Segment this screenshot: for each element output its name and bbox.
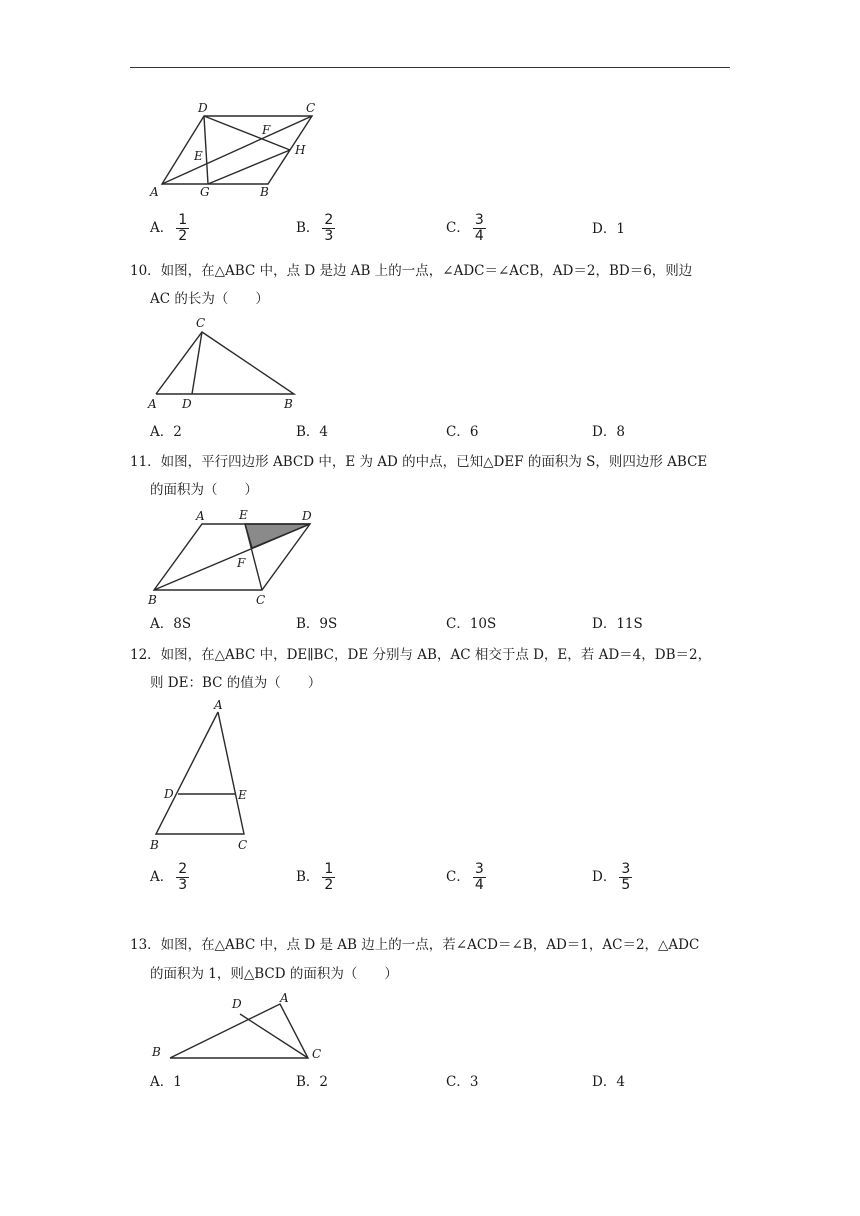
q12-option-c[interactable]: C． $\frac{3}{4}$: [446, 861, 484, 893]
q13-label-C: C: [312, 1047, 322, 1061]
q11-option-c[interactable]: C．10S: [446, 616, 497, 632]
q13-text-line2: 的面积为 1，则△BCD 的面积为（ ）: [150, 966, 398, 982]
q9-label-G: G: [200, 185, 210, 199]
q9-option-d[interactable]: D．1: [592, 221, 625, 237]
q12-label-D: D: [164, 787, 174, 801]
q9-label-H: H: [295, 143, 306, 157]
q10-option-d[interactable]: D．8: [592, 424, 625, 440]
q9-label-C: C: [306, 101, 316, 115]
q12-label-B: B: [150, 838, 159, 852]
q9-option-c[interactable]: C． $\frac{3}{4}$: [446, 212, 484, 244]
q13-option-a[interactable]: A．1: [150, 1074, 182, 1090]
q9-label-A: A: [150, 185, 159, 199]
q12-option-a-fraction: $\frac{2}{3}$: [178, 861, 188, 893]
q10-option-b[interactable]: B．4: [296, 424, 329, 440]
q11-option-d[interactable]: D．11S: [592, 616, 643, 632]
q9-label-F: F: [262, 123, 271, 137]
q9-option-c-fraction: $\frac{3}{4}$: [474, 212, 484, 244]
q11-figure: [140, 506, 330, 610]
q12-text-line2: 则 DE：BC 的值为（ ）: [150, 675, 322, 691]
q13-label-D: D: [232, 997, 242, 1011]
q12-figure: [140, 698, 270, 858]
q12-option-d[interactable]: D． $\frac{3}{5}$: [592, 861, 631, 893]
q10-label-B: B: [284, 397, 293, 411]
q10-label-C: C: [196, 316, 206, 330]
q12-option-b-fraction: $\frac{1}{2}$: [324, 861, 334, 893]
q12-label-A: A: [214, 698, 223, 712]
q9-option-b[interactable]: B． $\frac{2}{3}$: [296, 212, 334, 244]
q10-option-c[interactable]: C．6: [446, 424, 479, 440]
q9-option-b-fraction: $\frac{2}{3}$: [324, 212, 334, 244]
q11-text-line2: 的面积为（ ）: [150, 482, 258, 498]
q12-text-line1: 12．如图，在△ABC 中，DE∥BC，DE 分别与 AB，AC 相交于点 D，E，若 AD＝4，DB＝2，: [130, 647, 712, 663]
q13-option-b[interactable]: B．2: [296, 1074, 329, 1090]
q11-label-C: C: [256, 593, 266, 607]
q11-label-B: B: [148, 593, 157, 607]
q12-option-c-fraction: $\frac{3}{4}$: [474, 861, 484, 893]
q10-label-A: A: [148, 397, 157, 411]
q12-option-a[interactable]: A． $\frac{2}{3}$: [150, 861, 188, 893]
q13-text-line1: 13．如图，在△ABC 中，点 D 是 AB 边上的一点，若∠ACD＝∠B，AD＝1，AC＝2，△ADC: [130, 937, 700, 953]
header-rule: [130, 67, 730, 68]
q9-option-a-fraction: $\frac{1}{2}$: [178, 212, 188, 244]
q11-label-D: D: [302, 509, 312, 523]
q9-option-a[interactable]: A． $\frac{1}{2}$: [150, 212, 188, 244]
q9-label-D: D: [198, 101, 208, 115]
q9-figure: [140, 98, 340, 203]
q13-figure: [140, 990, 340, 1070]
q13-option-d[interactable]: D．4: [592, 1074, 625, 1090]
q9-label-E: E: [194, 149, 203, 163]
q13-label-B: B: [152, 1045, 161, 1059]
q12-option-d-fraction: $\frac{3}{5}$: [621, 861, 631, 893]
q10-figure: [140, 314, 310, 414]
q10-option-a[interactable]: A．2: [150, 424, 182, 440]
q12-label-E: E: [238, 788, 247, 802]
q10-text-line1: 10．如图，在△ABC 中，点 D 是边 AB 上的一点，∠ADC＝∠ACB，AD＝2，BD＝6，则边: [130, 263, 693, 279]
q13-label-A: A: [280, 991, 289, 1005]
q10-label-D: D: [182, 397, 192, 411]
q9-label-B: B: [260, 185, 269, 199]
q12-option-b[interactable]: B． $\frac{1}{2}$: [296, 861, 334, 893]
q11-option-a[interactable]: A．8S: [150, 616, 192, 632]
q13-option-c[interactable]: C．3: [446, 1074, 479, 1090]
q11-label-E: E: [239, 508, 248, 522]
q11-label-A: A: [196, 509, 205, 523]
q11-text-line1: 11．如图，平行四边形 ABCD 中，E 为 AD 的中点，已知△DEF 的面积为 S，则四边形 ABCE: [130, 454, 708, 470]
q11-label-F: F: [237, 556, 246, 570]
q11-option-b[interactable]: B．9S: [296, 616, 338, 632]
q12-label-C: C: [238, 838, 248, 852]
q10-text-line2: AC 的长为（ ）: [150, 291, 269, 307]
